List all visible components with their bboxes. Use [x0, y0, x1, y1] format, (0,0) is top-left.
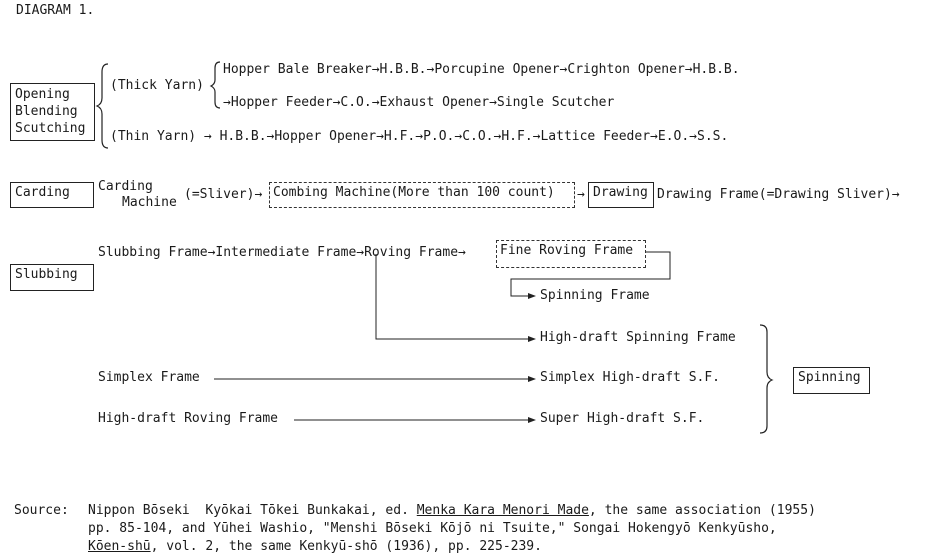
source-line3 [88, 539, 542, 555]
fine-roving-box: Fine Roving Frame [496, 240, 646, 268]
super-high-draft-label: Super High-draft S.F. [540, 411, 705, 426]
carding-box: Carding [10, 182, 94, 208]
combing-arrow: → [577, 187, 585, 202]
simplex-high-draft-label: Simplex High-draft S.F. [540, 370, 721, 385]
thick-yarn-label: (Thick Yarn) [110, 78, 204, 93]
slubbing-chain: Slubbing Frame→Intermediate Frame→Roving Frame→ [98, 245, 466, 260]
combing-machine-box: Combing Machine(More than 100 count) [269, 182, 575, 208]
source-koen-shu: Kōen-shū [88, 539, 151, 554]
high-draft-spinning-label: High-draft Spinning Frame [540, 330, 736, 345]
source-line1-a: Nippon Bōseki Kyōkai Tōkei Bunkakai, ed. [88, 503, 417, 518]
thick-yarn-brace [211, 62, 220, 108]
thick-yarn-line1: Hopper Bale Breaker→H.B.B.→Porcupine Opener→Crighton Opener→H.B.B. [223, 62, 740, 77]
drawing-frame-label: Drawing Frame(=Drawing Sliver)→ [657, 187, 900, 202]
slubbing-box: Slubbing [10, 264, 94, 291]
drawing-box: Drawing [588, 182, 654, 208]
high-draft-roving-label: High-draft Roving Frame [98, 411, 279, 426]
spinning-frame-label: Spinning Frame [540, 288, 650, 303]
thin-yarn-line: (Thin Yarn) → H.B.B.→Hopper Opener→H.F.→P.O.→C.O.→H.F.→Lattice Feeder→E.O.→S.S. [110, 129, 729, 144]
opening-box [10, 83, 95, 141]
arrow-head [528, 417, 536, 423]
opening-line: Opening [15, 87, 70, 102]
spinning-brace [760, 325, 772, 433]
diagram-title: DIAGRAM 1. [16, 3, 95, 18]
source-label: Source: [14, 503, 69, 518]
scutching-line: Scutching [15, 121, 86, 136]
source-line3-b: , vol. 2, the same Kenkyū-shō (1936), pp. 225-239. [150, 539, 542, 554]
spinning-box: Spinning [793, 367, 870, 394]
carding-machine-line1: Carding [98, 179, 153, 194]
simplex-frame-label: Simplex Frame [98, 370, 200, 385]
source-line1 [88, 503, 816, 519]
source-line2: pp. 85-104, and Yūhei Washio, "Menshi Bōseki Kōjō ni Tsuite," Songai Hokengyō Kenkyūsho, [88, 521, 777, 536]
thick-yarn-line2: →Hopper Feeder→C.O.→Exhaust Opener→Single Scutcher [223, 95, 615, 110]
source-line1-b: , the same association (1955) [588, 503, 816, 518]
carding-machine-line2: Machine [122, 195, 177, 210]
arrow-head [528, 336, 536, 342]
sliver-label: (=Sliver)→ [184, 187, 263, 202]
source-title-underlined: Menka Kara Menori Made [416, 503, 589, 518]
blending-line: Blending [15, 104, 78, 119]
arrow-head [528, 376, 536, 382]
opening-brace [97, 64, 108, 148]
arrow-head [528, 293, 536, 299]
